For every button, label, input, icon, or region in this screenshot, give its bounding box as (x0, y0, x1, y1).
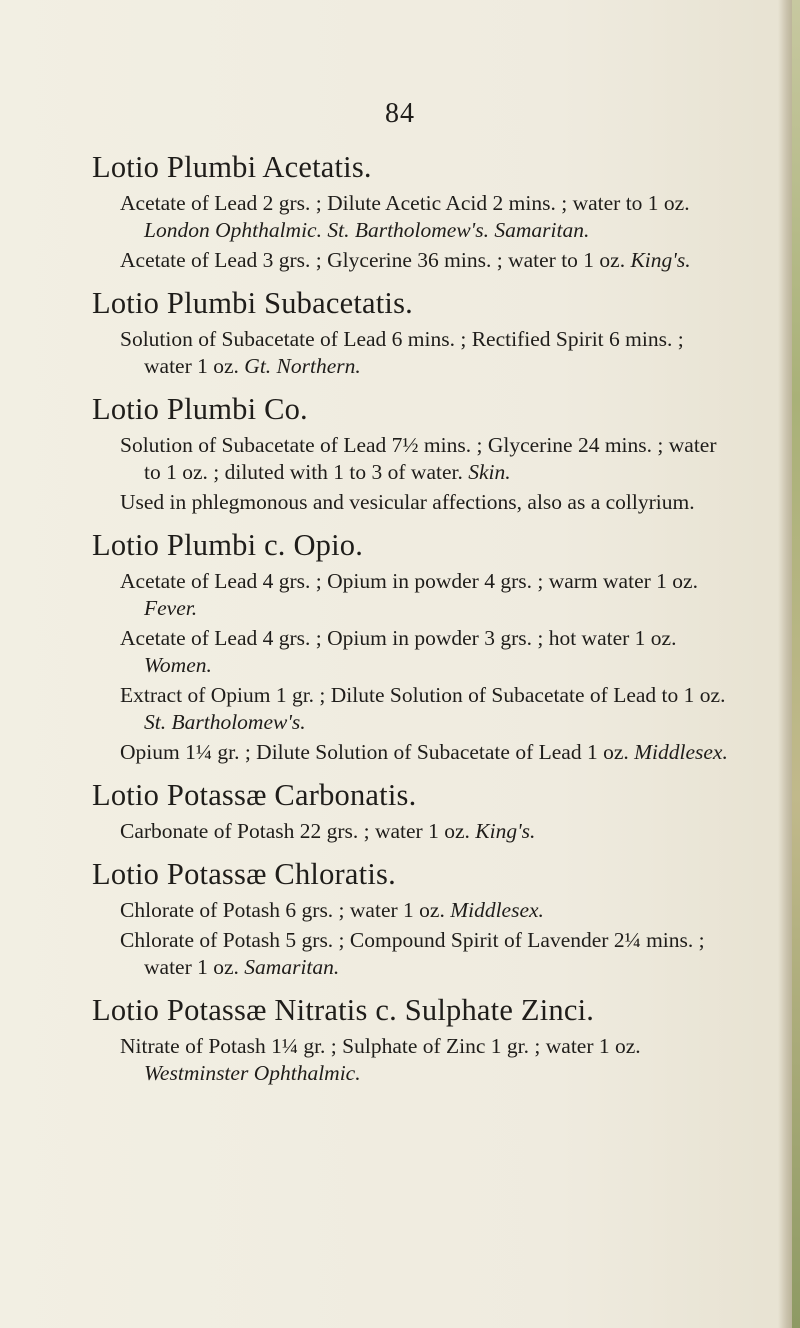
recipe-text: Used in phlegmonous and vesicular affections, also as a collyrium. (120, 490, 695, 514)
recipe-source: Westminster Ophthalmic. (144, 1061, 361, 1085)
formula-recipe (92, 489, 732, 516)
formula-recipe (92, 818, 732, 845)
formula-entry (92, 776, 732, 845)
formula-recipe (92, 682, 732, 736)
recipe-text: Chlorate of Potash 5 grs. ; Compound Spirit of Lavender 2¼ mins. ; water 1 oz. (120, 928, 705, 979)
recipe-source: Fever. (144, 596, 198, 620)
recipe-source: St. Bartholomew's. (144, 710, 306, 734)
formula-entry (92, 390, 732, 516)
formula-title: Lotio Potassæ Carbonatis. (92, 778, 417, 812)
recipe-source: Middlesex. (450, 898, 544, 922)
formula-recipe (92, 927, 732, 981)
formula-title: Lotio Plumbi c. Opio. (92, 528, 364, 562)
formula-recipe (92, 897, 732, 924)
formula-recipe (92, 190, 732, 244)
formula-entry (92, 148, 732, 274)
formula-recipe (92, 625, 732, 679)
recipe-text: Chlorate of Potash 6 grs. ; water 1 oz. (120, 898, 451, 922)
recipe-text: Extract of Opium 1 gr. ; Dilute Solution of Subacetate of Lead to 1 oz. (120, 683, 726, 707)
recipe-text: Acetate of Lead 3 grs. ; Glycerine 36 mins. ; water to 1 oz. (120, 248, 631, 272)
formula-recipe (92, 432, 732, 486)
formula-recipe (92, 1033, 732, 1087)
recipe-text: Acetate of Lead 2 grs. ; Dilute Acetic Acid 2 mins. ; water to 1 oz. (120, 191, 690, 215)
formula-recipe (92, 326, 732, 380)
formula-title: Lotio Potassæ Nitratis c. Sulphate Zinci. (92, 993, 595, 1027)
recipe-text: Nitrate of Potash 1¼ gr. ; Sulphate of Zinc 1 gr. ; water 1 oz. (120, 1034, 641, 1058)
recipe-source: Gt. Northern. (244, 354, 361, 378)
formula-recipe (92, 568, 732, 622)
formula-title: Lotio Potassæ Chloratis. (92, 857, 396, 891)
formula-entry (92, 991, 732, 1087)
formula-entry (92, 284, 732, 380)
formula-title: Lotio Plumbi Acetatis. (92, 150, 372, 184)
recipe-source: Middlesex. (634, 740, 728, 764)
recipe-source: Women. (144, 653, 212, 677)
recipe-source: King's. (475, 819, 536, 843)
recipe-text: Opium 1¼ gr. ; Dilute Solution of Subacetate of Lead 1 oz. (120, 740, 635, 764)
recipe-text: Acetate of Lead 4 grs. ; Opium in powder 4 grs. ; warm water 1 oz. (120, 569, 698, 593)
recipe-source: Samaritan. (244, 955, 340, 979)
formula-title: Lotio Plumbi Subacetatis. (92, 286, 413, 320)
recipe-source: King's. (630, 248, 691, 272)
formula-recipe (92, 739, 732, 766)
recipe-text: Solution of Subacetate of Lead 6 mins. ; Rectified Spirit 6 mins. ; water 1 oz. (120, 327, 684, 378)
binding-edge (792, 0, 800, 1328)
recipe-source: London Ophthalmic. St. Bartholomew's. Samaritan. (144, 218, 590, 242)
recipe-text: Carbonate of Potash 22 grs. ; water 1 oz. (120, 819, 476, 843)
formula-recipe (92, 247, 732, 274)
formula-entry (92, 526, 732, 766)
recipe-text: Acetate of Lead 4 grs. ; Opium in powder 3 grs. ; hot water 1 oz. (120, 626, 677, 650)
formula-entry (92, 855, 732, 981)
recipe-source: Skin. (468, 460, 511, 484)
formulary-text (92, 148, 732, 1097)
page-number: 84 (385, 98, 415, 129)
recipe-text: Solution of Subacetate of Lead 7½ mins. ; Glycerine 24 mins. ; water to 1 oz. ; diluted with 1 to 3 of water. (120, 433, 717, 484)
formula-title: Lotio Plumbi Co. (92, 392, 308, 426)
